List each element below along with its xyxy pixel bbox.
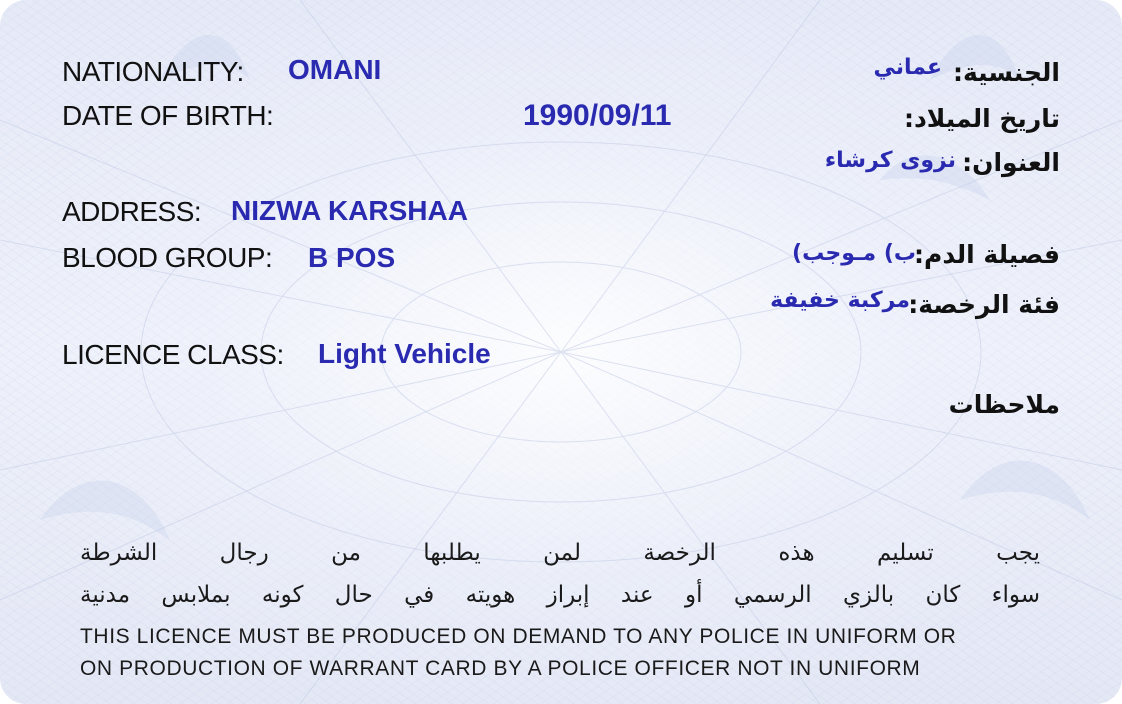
licence-class-value-ar: مركبة خفيفة (770, 288, 910, 313)
licence-class-label-en: LICENCE CLASS: (62, 339, 284, 370)
nationality-value-ar: عماني (873, 55, 942, 80)
nationality-value-en: OMANI (288, 54, 382, 85)
date-of-birth-label-en: DATE OF BIRTH: (62, 100, 274, 131)
date-of-birth-value: 1990/09/11 (523, 99, 672, 132)
date-of-birth-label-ar: تاريخ الميلاد: (903, 104, 1060, 133)
nationality-label-ar: الجنسية: (953, 58, 1060, 87)
blood-group-label-en: BLOOD GROUP: (62, 242, 273, 273)
address-label-en: ADDRESS: (62, 196, 202, 227)
remarks-label-ar: ملاحظات (948, 390, 1060, 419)
notice-ar-line-2: سواء كان بالزي الرسمي أو عند إبراز هويته في حال كونه بملابس مدنية (80, 582, 1040, 608)
licence-class-value-en: Light Vehicle (318, 338, 491, 369)
notice-en-line-2: ON PRODUCTION OF WARRANT CARD BY A POLICE OFFICER NOT IN UNIFORM (80, 657, 921, 680)
address-value-ar: نزوى كرشاء (824, 148, 956, 173)
blood-group-value-ar: ب) مـوجب) (792, 241, 916, 266)
notice-ar-line-1: يجب تسليم هذه الرخصة لمن يطلبها من رجال الشرطة (80, 540, 1040, 566)
address-label-ar: العنوان: (962, 148, 1060, 177)
blood-group-value-en: B POS (308, 242, 396, 273)
nationality-label-en: NATIONALITY: (62, 56, 244, 87)
notice-en-line-1: THIS LICENCE MUST BE PRODUCED ON DEMAND TO ANY POLICE IN UNIFORM OR (80, 625, 957, 648)
licence-class-label-ar: فئة الرخصة: (908, 290, 1060, 319)
blood-group-label-ar: فصيلة الدم: (914, 240, 1060, 269)
address-value-en: NIZWA KARSHAA (231, 195, 468, 226)
